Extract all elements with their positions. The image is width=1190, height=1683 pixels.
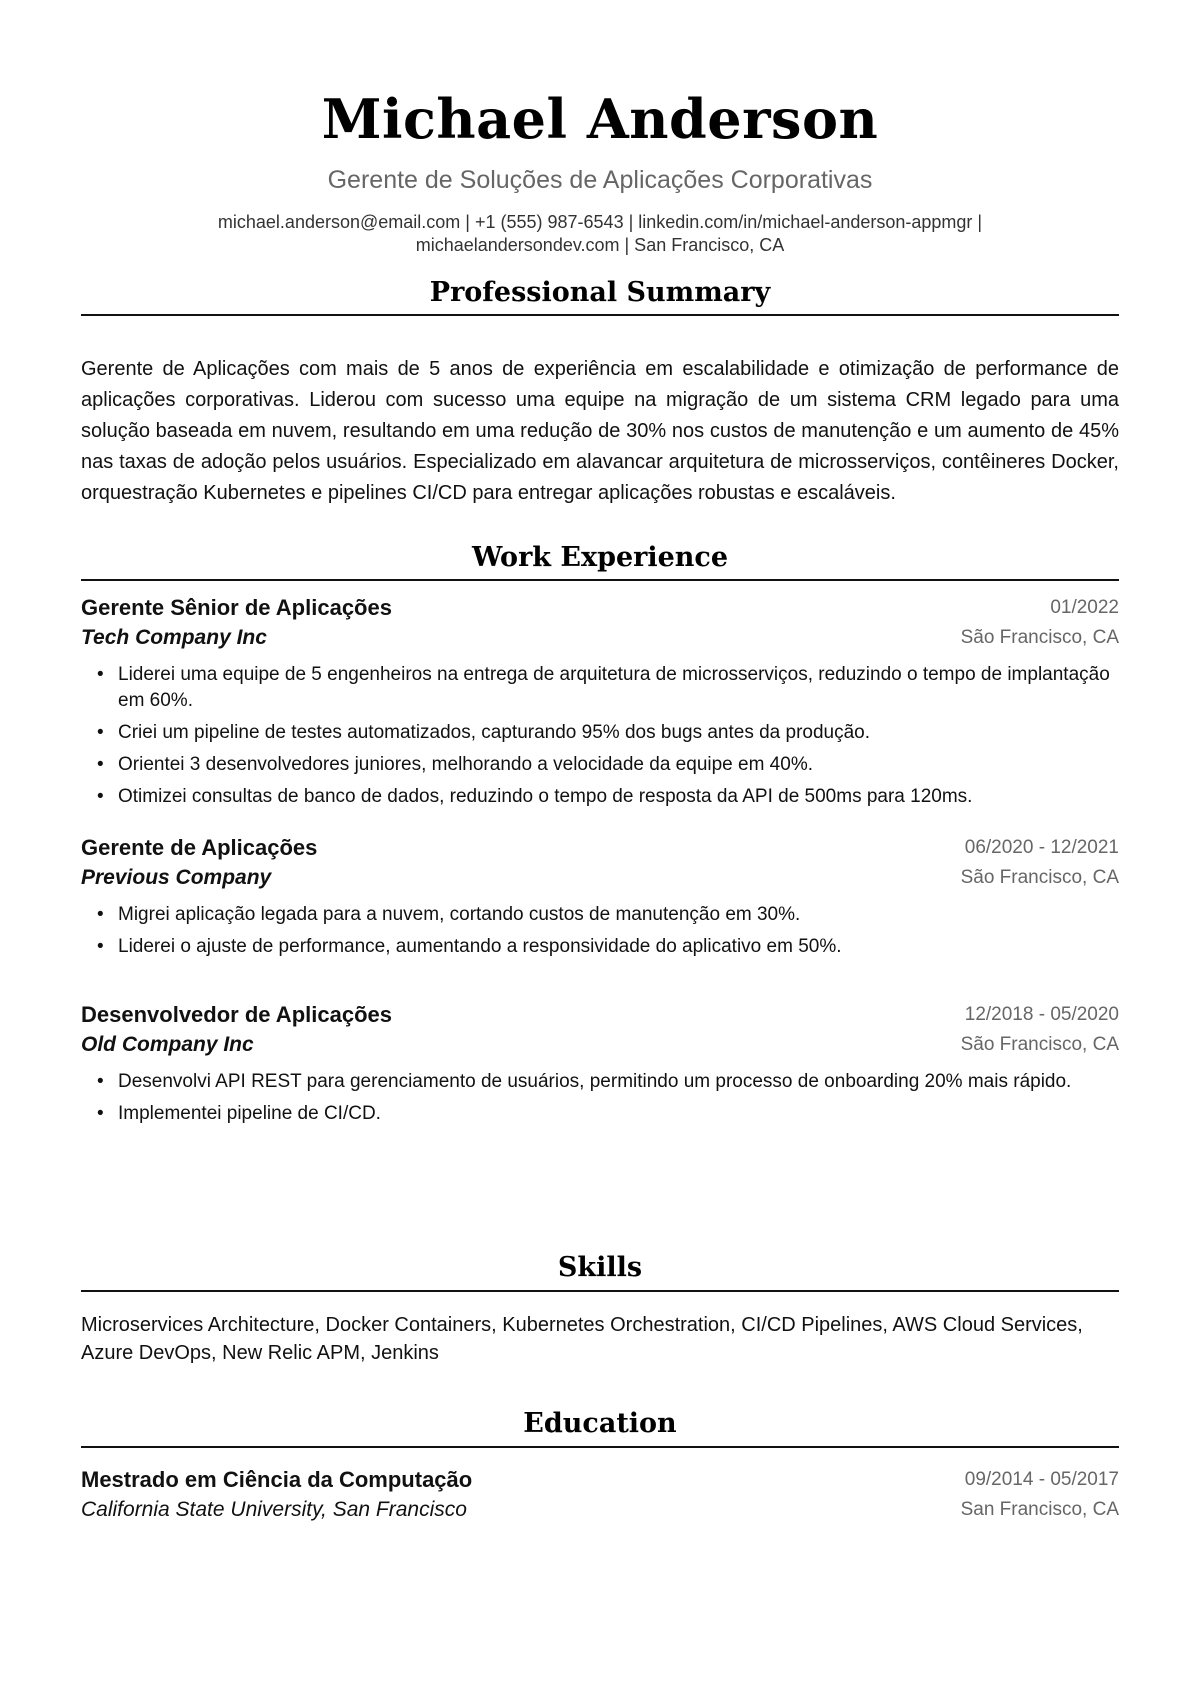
education-degree: Mestrado em Ciência da Computação [81, 1467, 473, 1492]
job-date: 12/2018 - 05/2020 [964, 1004, 1119, 1025]
job-title: Gerente Sênior de Aplicações [81, 595, 392, 620]
job-location: São Francisco, CA [960, 867, 1119, 888]
education-heading: Education [523, 1408, 677, 1439]
skills-text: Microservices Architecture, Docker Containers, Kubernetes Orchestration, CI/CD Pipelines, AWS Cloud Services, Azure DevOps, New Relic APM, Jenkins [81, 1314, 1083, 1364]
job-company: Tech Company Inc [81, 626, 267, 649]
list-item: • Liderei o ajuste de performance, aumentando a responsividade do aplicativo em 50%. [81, 934, 1119, 960]
contact-line-1: michael.anderson@email.com | +1 (555) 987-6543 | linkedin.com/in/michael-anderson-appmgr | [217, 212, 983, 232]
skills-divider [81, 1290, 1119, 1292]
job-bullets [81, 902, 1119, 966]
experience-heading: Work Experience [471, 542, 729, 573]
list-item: • Desenvolvi API REST para gerenciamento de usuários, permitindo um processo de onboarding 20% mais rápido. [81, 1069, 1119, 1095]
job-date: 01/2022 [1050, 597, 1119, 618]
summary-divider [81, 314, 1119, 316]
candidate-name: Michael Anderson [321, 87, 879, 151]
job-title: Desenvolvedor de Aplicações [81, 1002, 392, 1027]
contact-info [81, 211, 1119, 257]
education-divider [81, 1446, 1119, 1448]
list-item: • Otimizei consultas de banco de dados, reduzindo o tempo de resposta da API de 500ms para 120ms. [81, 784, 1119, 810]
list-item: • Liderei uma equipe de 5 engenheiros na entrega de arquitetura de microsserviços, reduzindo o tempo de implantação em 60%. [81, 662, 1119, 714]
education-location: San Francisco, CA [960, 1499, 1119, 1520]
list-item: • Implementei pipeline de CI/CD. [81, 1101, 1119, 1127]
job-location: São Francisco, CA [960, 627, 1119, 648]
contact-line-2: michaelandersondev.com | San Francisco, CA [415, 235, 785, 255]
job-bullets [81, 1069, 1119, 1133]
summary-text: Gerente de Aplicações com mais de 5 anos de experiência em escalabilidade e otimização de performance de aplicações corporativas. Liderou com sucesso uma equipe na migração de um sistema CRM legado para uma solução baseada em nuvem, resultando em uma redução de 30% nos custos de manutenção e um aumento de 45% nas taxas de adoção pelos usuários. Especializado em alavancar arquitetura de microsserviços, contêineres Docker, orquestração Kubernetes e pipelines CI/CD para entregar aplicações robustas e escaláveis. [81, 358, 1119, 504]
job-bullets [81, 662, 1119, 816]
job-location: São Francisco, CA [960, 1034, 1119, 1055]
list-item: • Orientei 3 desenvolvedores juniores, melhorando a velocidade da equipe em 40%. [81, 752, 1119, 778]
experience-divider [81, 579, 1119, 581]
job-date: 06/2020 - 12/2021 [964, 837, 1119, 858]
education-date: 09/2014 - 05/2017 [964, 1469, 1119, 1490]
education-school: California State University, San Francisco [81, 1498, 467, 1521]
job-title: Gerente de Aplicações [81, 835, 318, 860]
list-item: • Migrei aplicação legada para a nuvem, cortando custos de manutenção em 30%. [81, 902, 1119, 928]
job-company: Previous Company [81, 866, 272, 889]
job-company: Old Company Inc [81, 1033, 254, 1056]
candidate-headline: Gerente de Soluções de Aplicações Corporativas [327, 166, 873, 194]
skills-heading: Skills [557, 1252, 643, 1283]
list-item: • Criei um pipeline de testes automatizados, capturando 95% dos bugs antes da produção. [81, 720, 1119, 746]
summary-heading: Professional Summary [429, 277, 771, 308]
